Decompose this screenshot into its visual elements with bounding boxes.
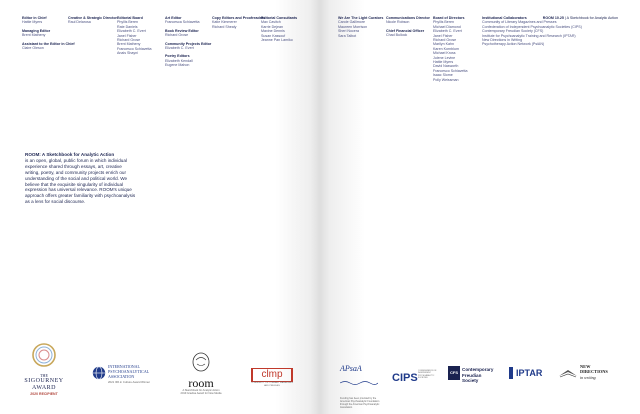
- masthead-name: Jeanne Pan Lamiko: [261, 38, 293, 43]
- masthead-column: [433, 16, 468, 82]
- masthead-name: Michael Kross: [433, 51, 456, 56]
- masthead-column: [68, 16, 117, 25]
- masthead-name: David Nasworth: [433, 64, 459, 69]
- sigourney-line3: AWARD: [31, 385, 57, 391]
- apsaa-wave-icon: [340, 380, 378, 386]
- masthead-name: Francesco Schiavetta: [117, 46, 152, 51]
- masthead-name: Sheri Nocera: [338, 29, 359, 34]
- masthead-name: Brent Matheny: [117, 42, 141, 47]
- running-head: [543, 16, 618, 20]
- masthead-name: Elizabeth C. Evert: [165, 46, 194, 51]
- masthead-column: [386, 16, 430, 38]
- masthead-name: Julene Levine: [433, 55, 456, 60]
- masthead-name: Hattie Myers: [433, 60, 454, 65]
- cips-wordmark: CIPS: [392, 372, 418, 384]
- masthead-role-title: Editorial Board: [117, 16, 143, 20]
- cips-logo: [392, 368, 438, 386]
- cfs-badge: CFS: [448, 366, 460, 380]
- masthead-role-title: Copy Editors and Proofreaders: [212, 16, 266, 20]
- right-page: [320, 0, 640, 414]
- masthead-name: Hattie Myers: [22, 20, 43, 25]
- masthead-name: Karen Kornblum: [433, 46, 459, 51]
- sigourney-line2: SIGOURNEY: [24, 378, 64, 384]
- masthead-column: [261, 16, 297, 42]
- masthead-name: Richard Grose: [117, 38, 141, 43]
- masthead-name: Psychotherapy Action Network (PsiAN): [482, 42, 545, 47]
- about-room-paragraph: [25, 152, 137, 205]
- masthead-name: Francesco Schiavetta: [433, 68, 468, 73]
- masthead-name: Elizabeth C. Evert: [433, 29, 462, 34]
- masthead-name: Max Cavitch: [261, 20, 281, 25]
- iptar-logo: [508, 366, 542, 382]
- cfs-line1: Contemporary: [462, 367, 494, 372]
- clmp-subtitle: COMMUNITY OF LITERARY MAGAZINES AND PRESSES: [251, 382, 293, 387]
- masthead-name: Maureen Morrison: [338, 24, 368, 29]
- masthead-column: [165, 16, 211, 68]
- masthead-name: Richard Shealy: [212, 24, 237, 29]
- masthead-name: Janel Fisher: [117, 33, 137, 38]
- masthead-name: Confederation of Independent Psychoanalytic Societies (CIPS): [482, 24, 582, 29]
- masthead-column: [22, 16, 75, 50]
- masthead-column: [482, 16, 582, 47]
- nd-line1: NEW DIRECTIONS: [580, 364, 608, 375]
- masthead-name: Marilyn Kahn: [433, 42, 454, 47]
- nd-line2: in writing: [580, 374, 596, 380]
- cips-subtitle: CONFEDERATION OF INDEPENDENT PSYCHOANALYTIC SOCIETIES: [418, 370, 437, 380]
- masthead-name: Claire Oleson: [22, 46, 44, 51]
- masthead-role-title: Institutional Collaborators: [482, 16, 527, 20]
- masthead-name: New Directions in Writing: [482, 38, 523, 43]
- apsaa-caption: Funding has been provided by the American Psychoanalytic Foundation through the American Psychoanalytic Association: [340, 397, 380, 409]
- masthead-name: Carole Gallimore: [338, 20, 365, 25]
- masthead-role-title: Editorial Consultants: [261, 16, 298, 20]
- masthead-name: Susan Kassouf: [261, 33, 286, 38]
- ipa-globe-icon: [92, 366, 106, 380]
- sigourney-seal-icon: [22, 342, 66, 368]
- room-caption: 2019 Gradiva Award for New Media: [180, 392, 222, 396]
- masthead-column: [338, 16, 383, 38]
- masthead-name: Eugene Mahon: [165, 63, 190, 68]
- ipa-line3: ASSOCIATION: [108, 373, 135, 379]
- masthead-role-title: Assistant to the Editor in Chief: [22, 41, 75, 46]
- masthead-role-title: Poetry Editors: [165, 54, 190, 59]
- masthead-name: Richard Grose: [433, 38, 457, 43]
- masthead-name: Maxine Dennis: [261, 29, 285, 34]
- masthead-name: Sara Talbot: [338, 33, 357, 38]
- sigourney-line1: THE: [40, 373, 48, 378]
- masthead-role-title: Editor in Chief: [22, 16, 47, 20]
- iptar-mark-icon: [508, 367, 514, 379]
- room-head-icon: [190, 352, 212, 372]
- masthead-role-title: Book Review Editor: [165, 28, 199, 33]
- masthead-name: Phyllis Beren: [433, 20, 454, 25]
- new-directions-logo: [558, 362, 618, 384]
- sigourney-recipient: 2020 RECIPIENT: [30, 392, 58, 396]
- masthead-name: Michael Diamond: [433, 24, 461, 29]
- masthead-column: [212, 16, 265, 29]
- masthead-name: Rate Daniels: [117, 24, 138, 29]
- masthead-name: Anais Shayni: [117, 51, 138, 56]
- masthead-role-title: Board of Directors: [433, 16, 465, 20]
- masthead-name: Karrie Dejean: [261, 24, 283, 29]
- masthead-name: Brent Matheny: [22, 33, 46, 38]
- apsaa-logo: [340, 364, 380, 408]
- masthead-name: Chad Bullock: [386, 33, 408, 38]
- running-head-issue: ROOM 10.25: [542, 16, 564, 20]
- masthead-name: Contemporary Freudian Society (CFS): [482, 29, 544, 34]
- clmp-wordmark: clmp: [251, 368, 293, 382]
- ipa-line1: INTERNATIONAL: [108, 364, 140, 369]
- masthead-name: Raul Delarosa: [68, 20, 91, 25]
- masthead-name: Institute for Psychoanalytic Training and Research (IPTAR): [482, 33, 576, 38]
- cfs-logo: [448, 366, 496, 384]
- cfs-line2: Freudian Society: [462, 372, 482, 384]
- sigourney-award-logo: [22, 342, 66, 402]
- masthead-column: [117, 16, 152, 56]
- running-head-subtitle: A Sketchbook for Analytic Action: [566, 16, 618, 20]
- masthead-role-title: Managing Editor: [22, 28, 51, 33]
- masthead-name: Phyllis Beren: [117, 20, 138, 25]
- ipa-logo: [92, 364, 158, 394]
- masthead-name: Katie Kimmerer: [212, 20, 237, 25]
- about-body: is an open, global, public forum in which individual experience shared through essays, art, creative writing, poetry, and community projects enrich our understanding of the social and political world. We believe that the exquisite singularity of individual expression has universal relevance. ROOM's unique approach offers greater familiarity with psychoanalysis as a lens for social discourse.: [25, 157, 136, 205]
- masthead-name: Elizabeth Kendall: [165, 58, 193, 63]
- room-logo: [178, 352, 224, 402]
- iptar-wordmark: IPTAR: [516, 368, 543, 378]
- book-icon: [558, 366, 578, 378]
- running-head-separator: |: [564, 16, 566, 20]
- ipa-caption: 2021 IPA in Culture Award Winner: [108, 380, 151, 384]
- masthead-name: Elizabeth C. Evert: [117, 29, 146, 34]
- room-subtitle: A Sketchbook for Analytic Action: [182, 389, 220, 392]
- room-wordmark: room: [188, 376, 214, 390]
- masthead-role-title: Community Projects Editor: [165, 41, 212, 46]
- masthead-role-title: Art Editor: [165, 16, 182, 20]
- clmp-logo: [251, 368, 293, 390]
- masthead-role-title: Creative & Strategic Director: [68, 16, 117, 20]
- about-title: ROOM: A Sketchbook for Analytic Action: [25, 152, 115, 157]
- masthead-role-title: Chief Financial Officer: [386, 28, 425, 33]
- ipa-line2: PSYCHOANALYTICAL: [108, 368, 150, 374]
- masthead-name: Francesca Schiavetta: [165, 20, 200, 25]
- masthead-name: Isaac Slome: [433, 73, 453, 78]
- masthead-role-title: Communications Director: [386, 16, 430, 20]
- masthead-name: Richard Grose: [165, 33, 189, 38]
- masthead-name: Nicole Robson: [386, 20, 410, 25]
- masthead-name: Community of Literary Magazines and Presses: [482, 20, 557, 25]
- apsaa-wordmark: APsaA: [340, 364, 362, 373]
- masthead-role-title: We Are The Light Curators: [338, 16, 384, 20]
- masthead-name: Janel Fisher: [433, 33, 453, 38]
- masthead-name: Polly Weissman: [433, 77, 459, 82]
